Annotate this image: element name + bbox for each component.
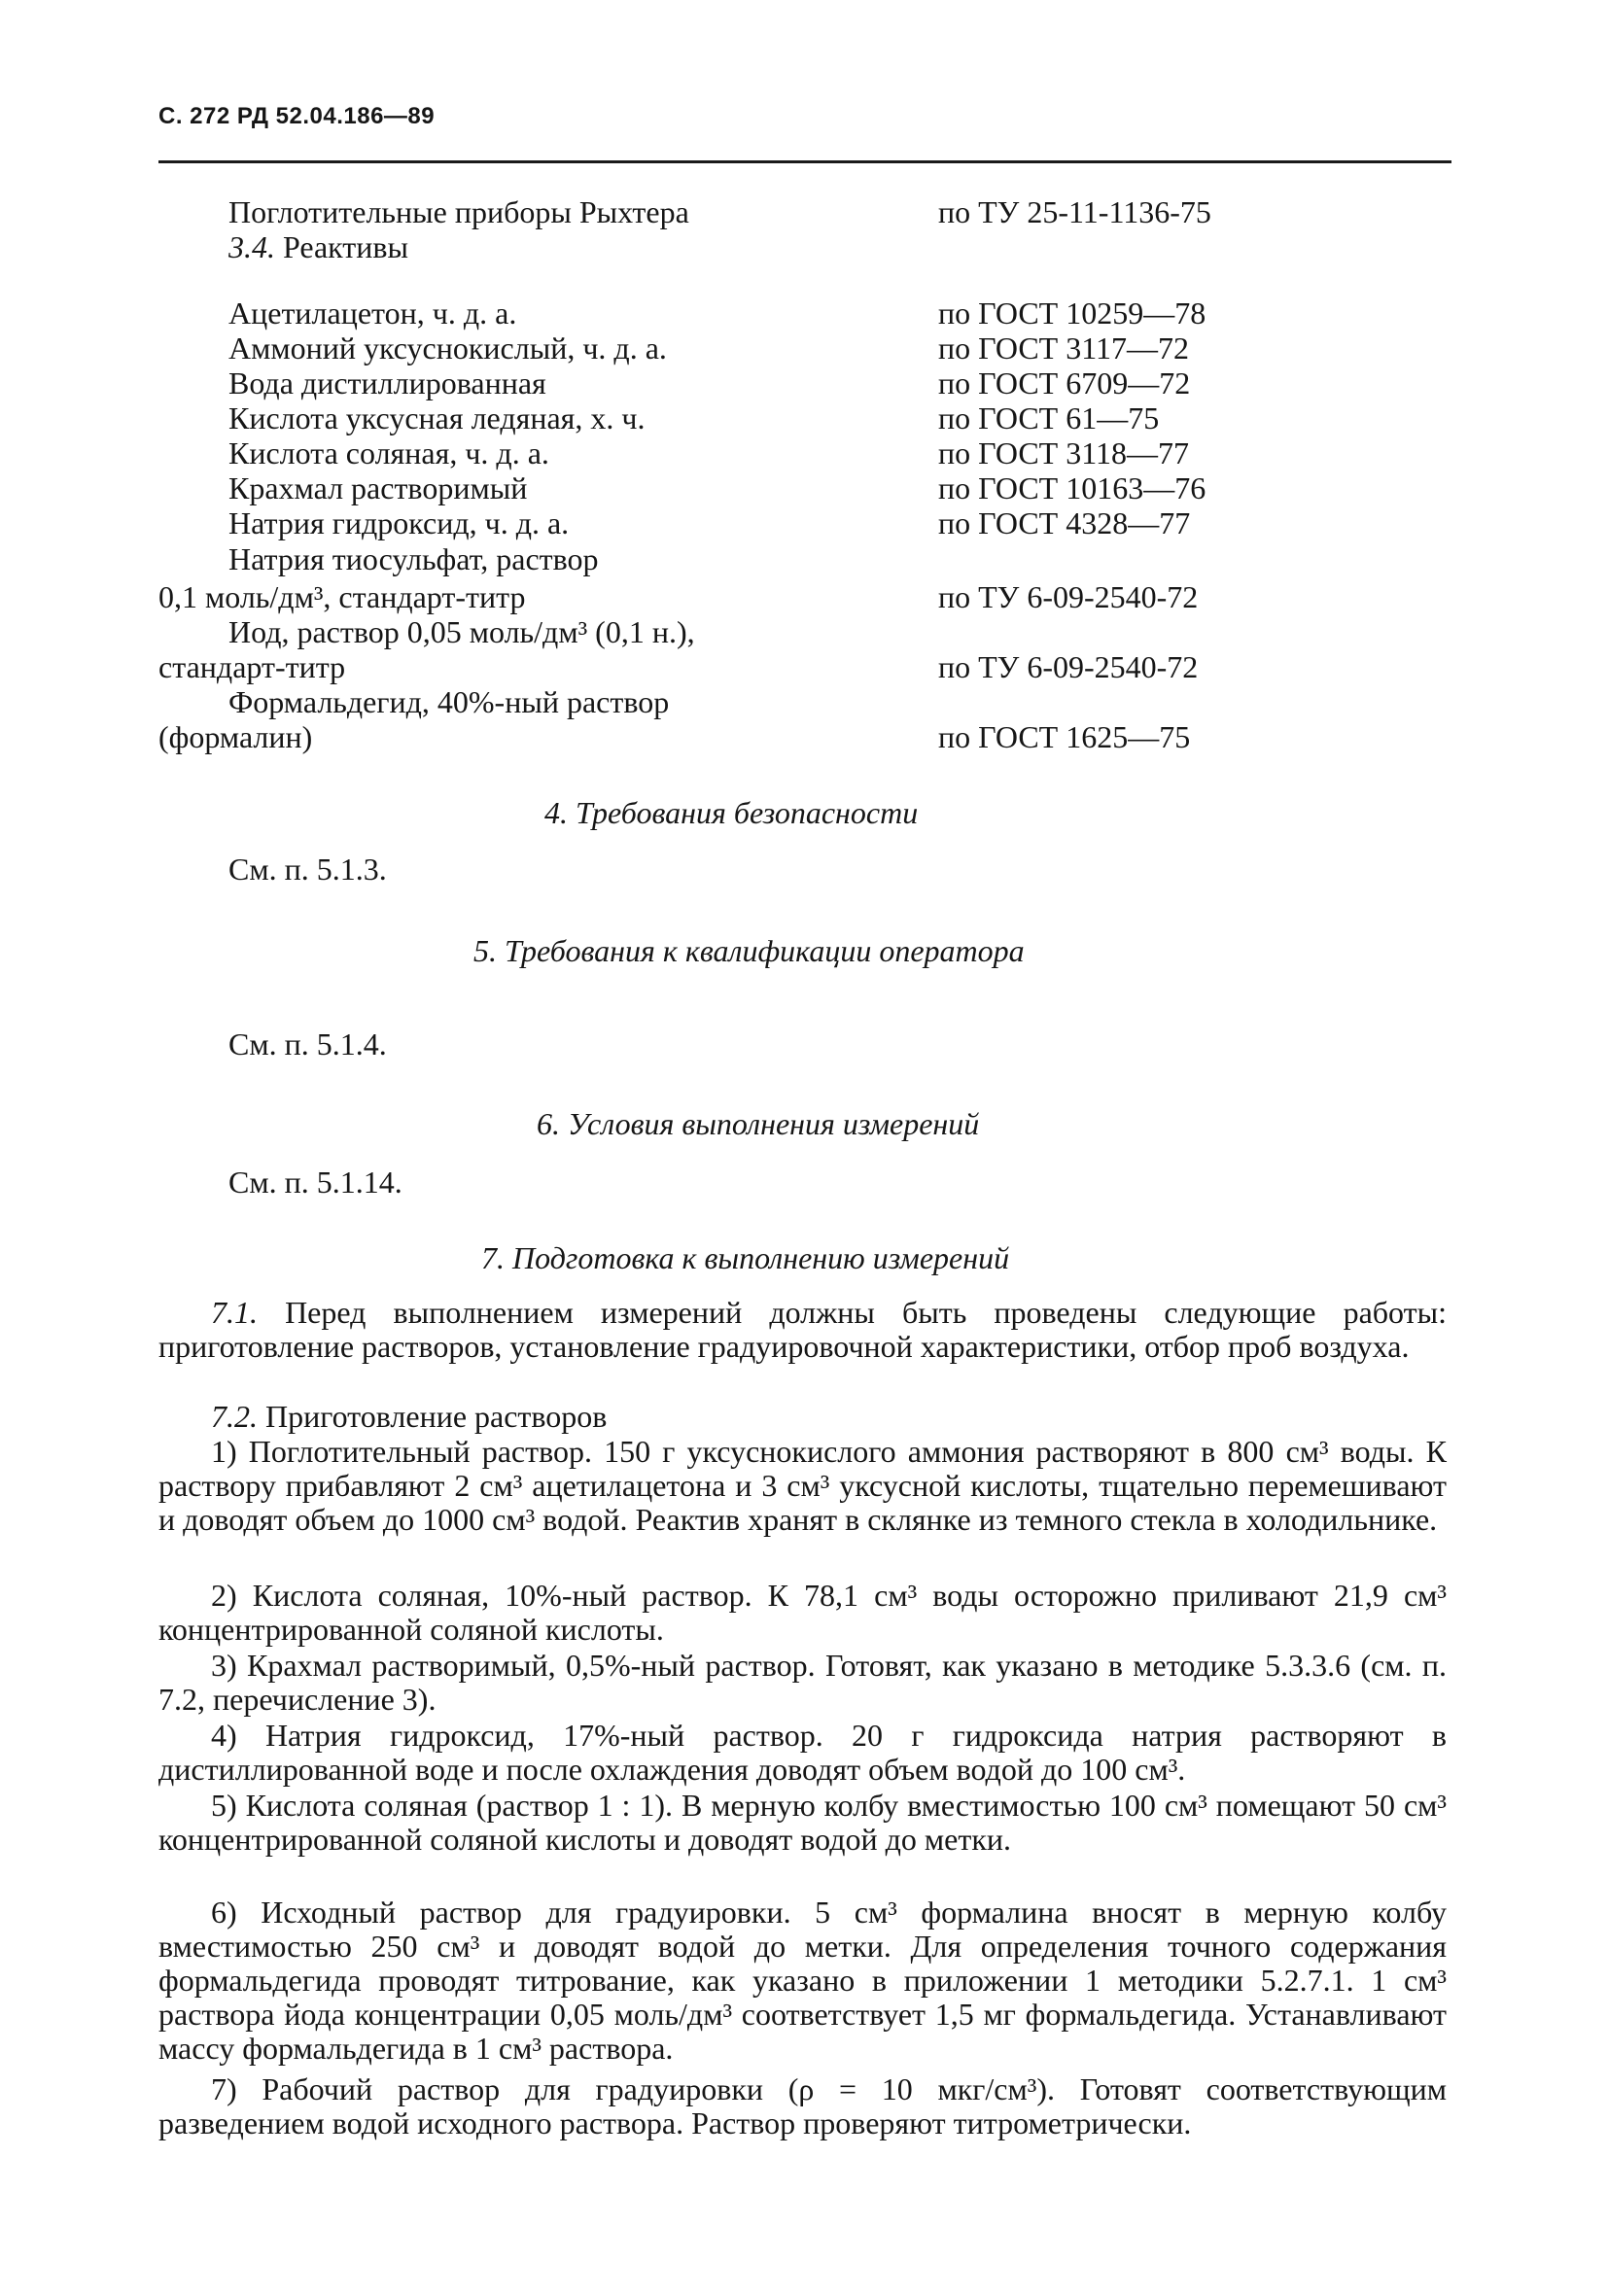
list-item: 6) Исходный раствор для градуировки. 5 см³ формалина вносят в мерную колбу вместимостью 250 см³ и доводят водой до метки. Для определения точного содержания формальдегида проводят титрование, как указано в приложении 1 методики 5.2.7.1. 1 см³ раствора йода концентрации 0,05 моль/дм³ соответствует 1,5 мг формальдегида. Устанавливают массу формальдегида в 1 см³ раствора. (158, 1895, 1447, 2066)
list-item: 7) Рабочий раствор для градуировки (ρ = 10 мкг/см³). Готовят соответствующим разведением водой исходного раствора. Раствор проверяют титрометрически. (158, 2071, 1447, 2140)
section-7-title: 7. Подготовка к выполнению измерений (481, 1240, 1010, 1275)
list-item: 2) Кислота соляная, 10%-ный раствор. К 78,1 см³ воды осторожно приливают 21,9 см³ концентрированной соляной кислоты. (158, 1578, 1447, 1647)
equipment-name: Поглотительные приборы Рыхтера (228, 194, 689, 229)
reagent-ref: по ГОСТ 61—75 (938, 400, 1160, 435)
reagent-name: Вода дистиллированная (228, 365, 546, 400)
reagent-ref: по ГОСТ 6709—72 (938, 365, 1191, 400)
paragraph-7-2-num: 7.2. (211, 1399, 258, 1434)
header-rule (158, 160, 1451, 163)
reagent-ref: по ГОСТ 10163—76 (938, 470, 1206, 505)
reagent-ref: по ГОСТ 3117—72 (938, 330, 1190, 365)
paragraph-7-1-text: Перед выполнением измерений должны быть проведены следующие работы: приготовление растворов, установление градуировочной характеристики, отбор проб воздуха. (158, 1295, 1447, 1364)
section-4-ref: См. п. 5.1.3. (228, 852, 387, 887)
reagent-name: Кислота уксусная ледяная, х. ч. (228, 400, 646, 435)
section-3-4-title: Реактивы (283, 229, 409, 264)
section-5-ref: См. п. 5.1.4. (228, 1026, 387, 1061)
reagent-iod-line1: Иод, раствор 0,05 моль/дм³ (0,1 н.), (228, 614, 695, 649)
paragraph-7-1 (158, 1296, 1447, 1364)
reagent-name: Натрия гидроксид, ч. д. а. (228, 505, 570, 540)
reagent-name: Аммоний уксуснокислый, ч. д. а. (228, 330, 667, 365)
section-3-4-heading (228, 229, 408, 264)
reagent-iod-line2: стандарт-титр (158, 649, 346, 684)
reagent-form-ref: по ГОСТ 1625—75 (938, 719, 1191, 754)
paragraph-7-1-num: 7.1. (211, 1295, 258, 1330)
reagent-form-line2: (формалин) (158, 719, 313, 754)
section-4-title: 4. Требования безопасности (544, 795, 919, 830)
reagent-ref: по ГОСТ 4328—77 (938, 505, 1191, 540)
list-item: 5) Кислота соляная (раствор 1 : 1). В мерную колбу вместимостью 100 см³ помещают 50 см³ концентрированной соляной кислоты и доводят водой до метки. (158, 1788, 1447, 1857)
reagent-iod-ref: по ТУ 6-09-2540-72 (938, 649, 1199, 684)
section-6-ref: См. п. 5.1.14. (228, 1165, 402, 1200)
reagent-name: Ацетилацетон, ч. д. а. (228, 296, 517, 330)
reagent-thio-line1: Натрия тиосульфат, раствор (228, 541, 599, 576)
reagent-name: Кислота соляная, ч. д. а. (228, 435, 549, 470)
reagent-thio-ref: по ТУ 6-09-2540-72 (938, 579, 1199, 614)
reagent-ref: по ГОСТ 10259—78 (938, 296, 1206, 330)
section-5-title: 5. Требования к квалификации оператора (473, 933, 1025, 968)
list-item: 1) Поглотительный раствор. 150 г уксуснокислого аммония растворяют в 800 см³ воды. К раствору прибавляют 2 см³ ацетилацетона и 3 см³ уксусной кислоты, тщательно перемешивают и доводят объем до 1000 см³ водой. Реактив хранят в склянке из темного стекла в холодильнике. (158, 1434, 1447, 1537)
reagent-ref: по ГОСТ 3118—77 (938, 435, 1190, 470)
reagent-name: Крахмал растворимый (228, 470, 528, 505)
paragraph-7-2 (158, 1400, 1447, 1434)
list-item: 3) Крахмал растворимый, 0,5%-ный раствор. Готовят, как указано в методике 5.3.3.6 (см. п. 7.2, перечисление 3). (158, 1648, 1447, 1717)
reagent-thio-line2: 0,1 моль/дм³, стандарт-титр (158, 579, 526, 614)
section-6-title: 6. Условия выполнения измерений (537, 1106, 980, 1141)
list-item: 4) Натрия гидроксид, 17%-ный раствор. 20 г гидроксида натрия растворяют в дистиллированной воде и после охлаждения доводят объем водой до 100 см³. (158, 1718, 1447, 1787)
reagent-form-line1: Формальдегид, 40%-ный раствор (228, 684, 670, 719)
equipment-ref: по ТУ 25-11-1136-75 (938, 194, 1211, 229)
paragraph-7-2-text: Приготовление растворов (258, 1399, 608, 1434)
section-3-4-num: 3.4. (228, 229, 275, 264)
page-header: С. 272 РД 52.04.186—89 (158, 103, 436, 129)
